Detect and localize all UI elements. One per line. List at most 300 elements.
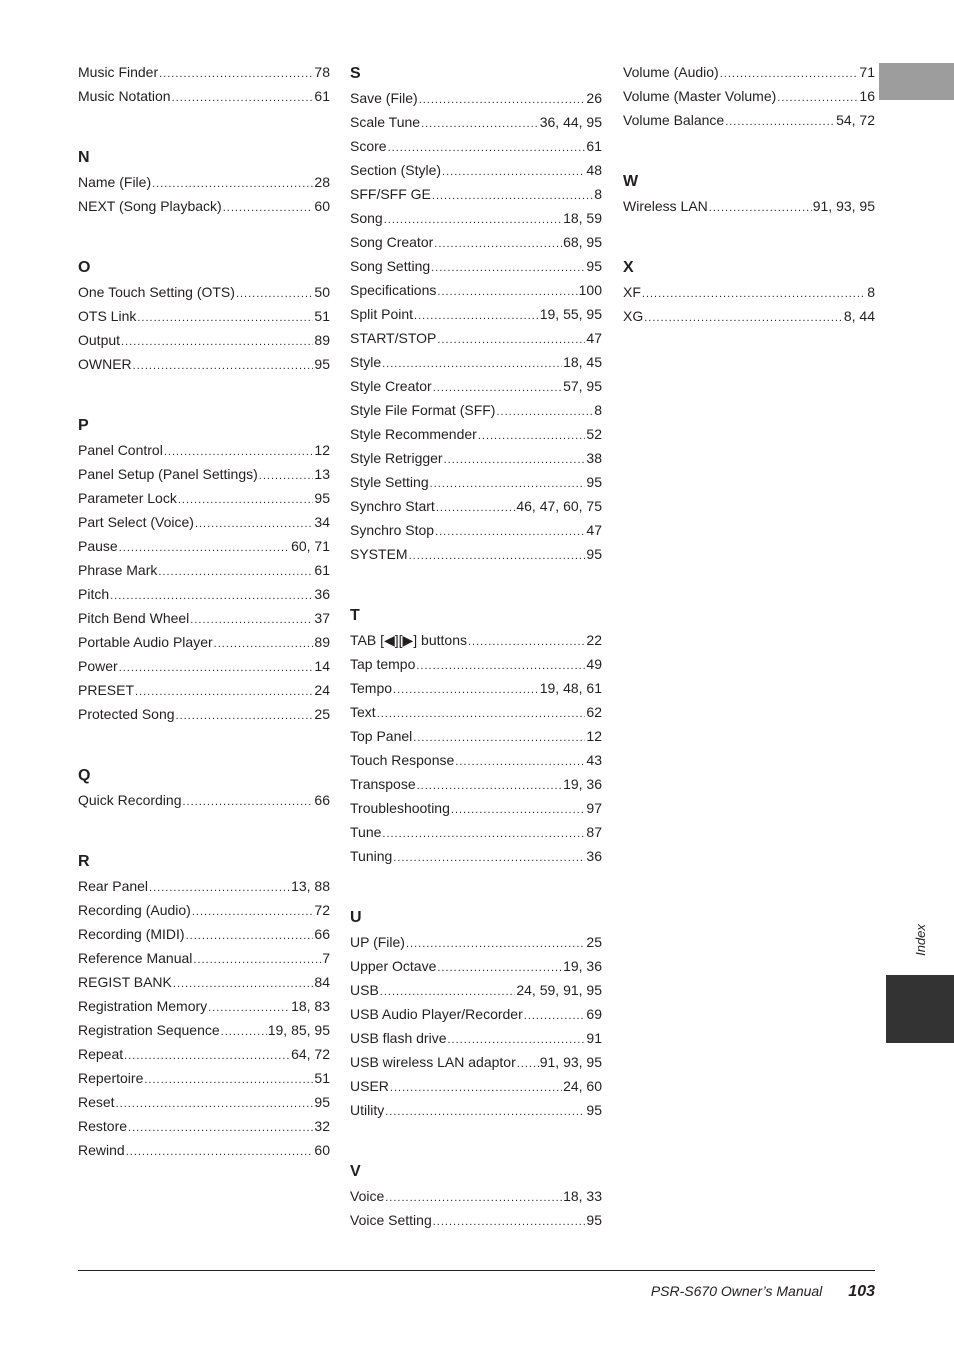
entry-term: Rear Panel — [78, 878, 149, 894]
entry-term: Recording (Audio) — [78, 902, 191, 918]
entry-term: Synchro Stop — [350, 522, 435, 538]
index-entry — [78, 462, 330, 486]
entry-term: Volume Balance — [623, 112, 725, 128]
entry-term: Volume (Master Volume) — [623, 88, 777, 104]
dot-leader — [173, 972, 314, 994]
entry-pages: 46, 47, 60, 75 — [516, 498, 602, 514]
dot-leader — [119, 536, 290, 558]
index-entry — [350, 278, 602, 302]
index-entry — [78, 606, 330, 630]
dot-leader — [124, 1044, 290, 1066]
index-section — [623, 254, 875, 328]
entry-term: Tempo — [350, 680, 393, 696]
entry-pages: 84 — [314, 974, 330, 990]
dot-leader — [433, 376, 562, 398]
dot-leader — [437, 956, 562, 978]
index-entry — [78, 1138, 330, 1162]
index-entry — [78, 304, 330, 328]
entry-pages: 72 — [314, 902, 330, 918]
index-entry — [78, 486, 330, 510]
index-entry — [78, 194, 330, 218]
entry-pages: 51 — [314, 1070, 330, 1086]
entry-term: Score — [350, 138, 387, 154]
entry-pages: 68, 95 — [563, 234, 602, 250]
index-section — [78, 848, 330, 1162]
dot-leader — [178, 488, 314, 510]
dot-leader — [430, 472, 586, 494]
entry-term: Parameter Lock — [78, 490, 177, 506]
index-entry — [350, 86, 602, 110]
dot-leader — [214, 632, 314, 654]
entry-pages: 16 — [859, 88, 875, 104]
index-entry — [350, 206, 602, 230]
entry-pages: 62 — [586, 704, 602, 720]
dot-leader — [416, 654, 585, 676]
index-entry — [350, 1208, 602, 1232]
entry-term: Section (Style) — [350, 162, 442, 178]
index-column-2 — [350, 60, 602, 1268]
index-section — [623, 168, 875, 218]
index-entry — [78, 970, 330, 994]
entry-pages: 89 — [314, 332, 330, 348]
index-section — [623, 60, 875, 132]
dot-leader — [377, 702, 586, 724]
index-column-3 — [623, 60, 875, 364]
index-entry — [78, 946, 330, 970]
index-entry — [350, 930, 602, 954]
entry-pages: 8 — [867, 284, 875, 300]
index-entry — [78, 558, 330, 582]
dot-leader — [777, 86, 858, 108]
dot-leader — [517, 1052, 539, 1074]
entry-pages: 7 — [322, 950, 330, 966]
chapter-tab-upper — [879, 63, 954, 100]
entry-pages: 25 — [314, 706, 330, 722]
entry-pages: 95 — [586, 258, 602, 274]
dot-leader — [137, 306, 313, 328]
dot-leader — [183, 790, 314, 812]
entry-pages: 18, 33 — [563, 1188, 602, 1204]
index-entry — [350, 1002, 602, 1026]
index-entry — [78, 788, 330, 812]
entry-pages: 95 — [314, 490, 330, 506]
dot-leader — [433, 1210, 586, 1232]
entry-pages: 89 — [314, 634, 330, 650]
index-entry — [350, 1074, 602, 1098]
index-entry — [350, 446, 602, 470]
entry-term: Style Creator — [350, 378, 432, 394]
dot-leader — [414, 304, 539, 326]
entry-pages: 61 — [314, 88, 330, 104]
entry-pages: 13, 88 — [291, 878, 330, 894]
entry-term: XF — [623, 284, 641, 300]
entry-term: Upper Octave — [350, 958, 437, 974]
dot-leader — [436, 496, 516, 518]
dot-leader — [496, 400, 593, 422]
entry-term: USB — [350, 982, 379, 998]
entry-term: Power — [78, 658, 118, 674]
entry-pages: 78 — [314, 64, 330, 80]
index-entry — [78, 170, 330, 194]
entry-pages: 19, 36 — [563, 776, 602, 792]
dot-leader — [110, 584, 313, 606]
entry-term: Split Point — [350, 306, 414, 322]
entry-term: PRESET — [78, 682, 135, 698]
dot-leader — [406, 932, 585, 954]
entry-pages: 66 — [314, 926, 330, 942]
dot-leader — [135, 680, 313, 702]
entry-pages: 47 — [586, 330, 602, 346]
index-entry — [623, 280, 875, 304]
index-entry — [350, 844, 602, 868]
entry-term: Style File Format (SFF) — [350, 402, 496, 418]
entry-pages: 43 — [586, 752, 602, 768]
entry-term: Part Select (Voice) — [78, 514, 194, 530]
index-entry — [78, 1114, 330, 1138]
index-entry — [78, 678, 330, 702]
entry-pages: 61 — [586, 138, 602, 154]
entry-pages: 95 — [586, 1212, 602, 1228]
entry-pages: 50 — [314, 284, 330, 300]
entry-term: Troubleshooting — [350, 800, 450, 816]
entry-term: USB Audio Player/Recorder — [350, 1006, 523, 1022]
dot-leader — [172, 86, 314, 108]
dot-leader — [221, 1020, 267, 1042]
index-entry — [350, 1050, 602, 1074]
entry-pages: 36, 44, 95 — [539, 114, 602, 130]
dot-leader — [437, 328, 585, 350]
index-entry — [78, 630, 330, 654]
index-section — [350, 1158, 602, 1232]
entry-pages: 87 — [586, 824, 602, 840]
section-letter: R — [78, 853, 90, 870]
entry-pages: 100 — [578, 282, 602, 298]
index-entry — [78, 1090, 330, 1114]
dot-leader — [223, 196, 314, 218]
entry-term: Protected Song — [78, 706, 175, 722]
dot-leader — [413, 726, 585, 748]
entry-term: Tune — [350, 824, 382, 840]
index-entry — [78, 510, 330, 534]
entry-pages: 13 — [314, 466, 330, 482]
index-entry — [78, 280, 330, 304]
dot-leader — [382, 352, 562, 374]
entry-term: Style Setting — [350, 474, 429, 490]
dot-leader — [186, 924, 314, 946]
index-entry — [350, 1026, 602, 1050]
entry-term: Reset — [78, 1094, 115, 1110]
index-entry — [350, 182, 602, 206]
entry-term: Scale Tune — [350, 114, 421, 130]
entry-pages: 12 — [314, 442, 330, 458]
section-letter: W — [623, 173, 639, 190]
footer-rule — [78, 1270, 875, 1271]
index-entry — [350, 350, 602, 374]
entry-pages: 97 — [586, 800, 602, 816]
index-entry — [78, 922, 330, 946]
dot-leader — [259, 464, 314, 486]
dot-leader — [524, 1004, 586, 1026]
index-entry — [78, 60, 330, 84]
index-entry — [78, 898, 330, 922]
entry-term: Save (File) — [350, 90, 418, 106]
dot-leader — [208, 996, 290, 1018]
entry-term: Name (File) — [78, 174, 152, 190]
dot-leader — [435, 520, 585, 542]
entry-pages: 60 — [314, 198, 330, 214]
entry-term: Specifications — [350, 282, 437, 298]
entry-term: Quick Recording — [78, 792, 182, 808]
index-entry — [78, 1018, 330, 1042]
index-entry — [350, 820, 602, 844]
entry-term: Portable Audio Player — [78, 634, 213, 650]
dot-leader — [478, 424, 586, 446]
entry-term: Style Recommender — [350, 426, 477, 442]
section-letter: X — [623, 259, 634, 276]
entry-term: Tap tempo — [350, 656, 416, 672]
entry-term: Rewind — [78, 1142, 125, 1158]
dot-leader — [176, 704, 314, 726]
section-letter: V — [350, 1163, 361, 1180]
entry-term: Transpose — [350, 776, 416, 792]
index-entry — [623, 194, 875, 218]
entry-term: Panel Setup (Panel Settings) — [78, 466, 258, 482]
dot-leader — [432, 184, 593, 206]
entry-term: Utility — [350, 1102, 385, 1118]
page-number: 103 — [848, 1283, 875, 1300]
entry-term: Text — [350, 704, 376, 720]
dot-leader — [385, 1186, 562, 1208]
entry-pages: 12 — [586, 728, 602, 744]
dot-leader — [644, 306, 843, 328]
dot-leader — [149, 876, 290, 898]
entry-pages: 38 — [586, 450, 602, 466]
index-entry — [350, 326, 602, 350]
dot-leader — [116, 1092, 314, 1114]
entry-term: Pitch Bend Wheel — [78, 610, 190, 626]
entry-pages: 91 — [586, 1030, 602, 1046]
index-entry — [78, 438, 330, 462]
index-entry — [350, 470, 602, 494]
entry-term: Panel Control — [78, 442, 163, 458]
section-letter: P — [78, 417, 89, 434]
entry-term: Tuning — [350, 848, 393, 864]
entry-term: Pause — [78, 538, 118, 554]
entry-term: Restore — [78, 1118, 128, 1134]
entry-term: Registration Sequence — [78, 1022, 220, 1038]
entry-term: USER — [350, 1078, 389, 1094]
entry-pages: 19, 36 — [563, 958, 602, 974]
entry-pages: 25 — [586, 934, 602, 950]
entry-term: Song Creator — [350, 234, 434, 250]
dot-leader — [126, 1140, 314, 1162]
dot-leader — [144, 1068, 313, 1090]
dot-leader — [417, 774, 562, 796]
index-entry — [350, 158, 602, 182]
index-entry — [350, 254, 602, 278]
entry-pages: 95 — [586, 546, 602, 562]
entry-pages: 18, 59 — [563, 210, 602, 226]
dot-leader — [709, 196, 812, 218]
dot-leader — [642, 282, 866, 304]
index-entry — [78, 352, 330, 376]
index-section — [350, 904, 602, 1122]
entry-pages: 69 — [586, 1006, 602, 1022]
entry-term: Repertoire — [78, 1070, 144, 1086]
index-column-1 — [78, 60, 330, 1198]
dot-leader — [434, 232, 562, 254]
section-letter: T — [350, 607, 360, 624]
section-letter: N — [78, 149, 90, 166]
index-section — [78, 144, 330, 218]
index-entry — [350, 676, 602, 700]
dot-leader — [119, 656, 314, 678]
entry-pages: 91, 93, 95 — [539, 1054, 602, 1070]
dot-leader — [380, 980, 516, 1002]
dot-leader — [409, 544, 586, 566]
index-section — [78, 254, 330, 376]
dot-leader — [388, 136, 586, 158]
entry-term: TAB [◀][▶] buttons — [350, 632, 467, 648]
index-entry — [350, 700, 602, 724]
entry-pages: 19, 55, 95 — [539, 306, 602, 322]
entry-pages: 95 — [314, 1094, 330, 1110]
dot-leader — [133, 354, 314, 376]
index-entry — [78, 1042, 330, 1066]
index-entry — [78, 84, 330, 108]
entry-pages: 71 — [859, 64, 875, 80]
dot-leader — [720, 62, 859, 84]
dot-leader — [121, 330, 313, 352]
entry-term: USB wireless LAN adaptor — [350, 1054, 516, 1070]
dot-leader — [444, 448, 586, 470]
entry-pages: 60, 71 — [291, 538, 330, 554]
dot-leader — [725, 110, 835, 132]
entry-pages: 54, 72 — [836, 112, 875, 128]
index-entry — [350, 374, 602, 398]
entry-term: SYSTEM — [350, 546, 408, 562]
entry-term: Volume (Audio) — [623, 64, 719, 80]
entry-term: Voice Setting — [350, 1212, 432, 1228]
entry-term: XG — [623, 308, 644, 324]
chapter-tab-lower — [886, 975, 954, 1043]
index-entry — [78, 654, 330, 678]
dot-leader — [442, 160, 585, 182]
dot-leader — [164, 440, 314, 462]
index-entry — [350, 134, 602, 158]
entry-pages: 61 — [314, 562, 330, 578]
index-section — [78, 762, 330, 812]
dot-leader — [382, 822, 585, 844]
index-entry — [623, 304, 875, 328]
index-entry — [350, 724, 602, 748]
entry-pages: 18, 83 — [291, 998, 330, 1014]
entry-term: Style Retrigger — [350, 450, 443, 466]
index-entry — [350, 494, 602, 518]
dot-leader — [419, 88, 586, 110]
index-section — [78, 412, 330, 726]
entry-pages: 19, 48, 61 — [539, 680, 602, 696]
entry-pages: 51 — [314, 308, 330, 324]
entry-pages: 28 — [314, 174, 330, 190]
index-entry — [350, 422, 602, 446]
section-letter: U — [350, 909, 362, 926]
manual-title: PSR-S670 Owner’s Manual — [650, 1283, 823, 1299]
entry-pages: 49 — [586, 656, 602, 672]
entry-term: USB flash drive — [350, 1030, 447, 1046]
entry-pages: 95 — [586, 1102, 602, 1118]
dot-leader — [152, 172, 313, 194]
entry-pages: 95 — [314, 356, 330, 372]
entry-term: Wireless LAN — [623, 198, 708, 214]
page-footer — [560, 1283, 875, 1307]
entry-term: NEXT (Song Playback) — [78, 198, 222, 214]
entry-term: UP (File) — [350, 934, 405, 950]
index-entry — [350, 230, 602, 254]
index-entry — [350, 652, 602, 676]
dot-leader — [437, 280, 577, 302]
index-entry — [623, 60, 875, 84]
entry-pages: 8 — [594, 186, 602, 202]
entry-pages: 91, 93, 95 — [812, 198, 875, 214]
entry-term: Recording (MIDI) — [78, 926, 185, 942]
index-entry — [78, 994, 330, 1018]
entry-pages: 8, 44 — [843, 308, 875, 324]
side-index-label: Index — [912, 924, 928, 956]
dot-leader — [195, 512, 313, 534]
entry-term: Repeat — [78, 1046, 124, 1062]
index-entry — [350, 398, 602, 422]
dot-leader — [193, 948, 321, 970]
dot-leader — [421, 112, 539, 134]
entry-pages: 22 — [586, 632, 602, 648]
entry-pages: 57, 95 — [563, 378, 602, 394]
index-entry — [350, 954, 602, 978]
dot-leader — [393, 846, 585, 868]
entry-pages: 48 — [586, 162, 602, 178]
dot-leader — [128, 1116, 313, 1138]
dot-leader — [468, 630, 585, 652]
entry-term: Music Finder — [78, 64, 159, 80]
dot-leader — [390, 1076, 562, 1098]
index-entry — [350, 772, 602, 796]
entry-pages: 60 — [314, 1142, 330, 1158]
entry-pages: 8 — [594, 402, 602, 418]
index-entry — [350, 1098, 602, 1122]
entry-pages: 18, 45 — [563, 354, 602, 370]
index-entry — [623, 84, 875, 108]
entry-term: Style — [350, 354, 382, 370]
dot-leader — [447, 1028, 585, 1050]
dot-leader — [159, 62, 313, 84]
section-letter: O — [78, 259, 91, 276]
index-entry — [78, 874, 330, 898]
entry-term: One Touch Setting (OTS) — [78, 284, 235, 300]
dot-leader — [384, 208, 562, 230]
entry-pages: 47 — [586, 522, 602, 538]
entry-term: Top Panel — [350, 728, 413, 744]
dot-leader — [431, 256, 585, 278]
index-section — [78, 60, 330, 108]
entry-term: START/STOP — [350, 330, 437, 346]
index-entry — [350, 1184, 602, 1208]
index-entry — [350, 628, 602, 652]
entry-term: Output — [78, 332, 121, 348]
entry-pages: 36 — [314, 586, 330, 602]
index-entry — [350, 302, 602, 326]
entry-pages: 52 — [586, 426, 602, 442]
entry-pages: 36 — [586, 848, 602, 864]
